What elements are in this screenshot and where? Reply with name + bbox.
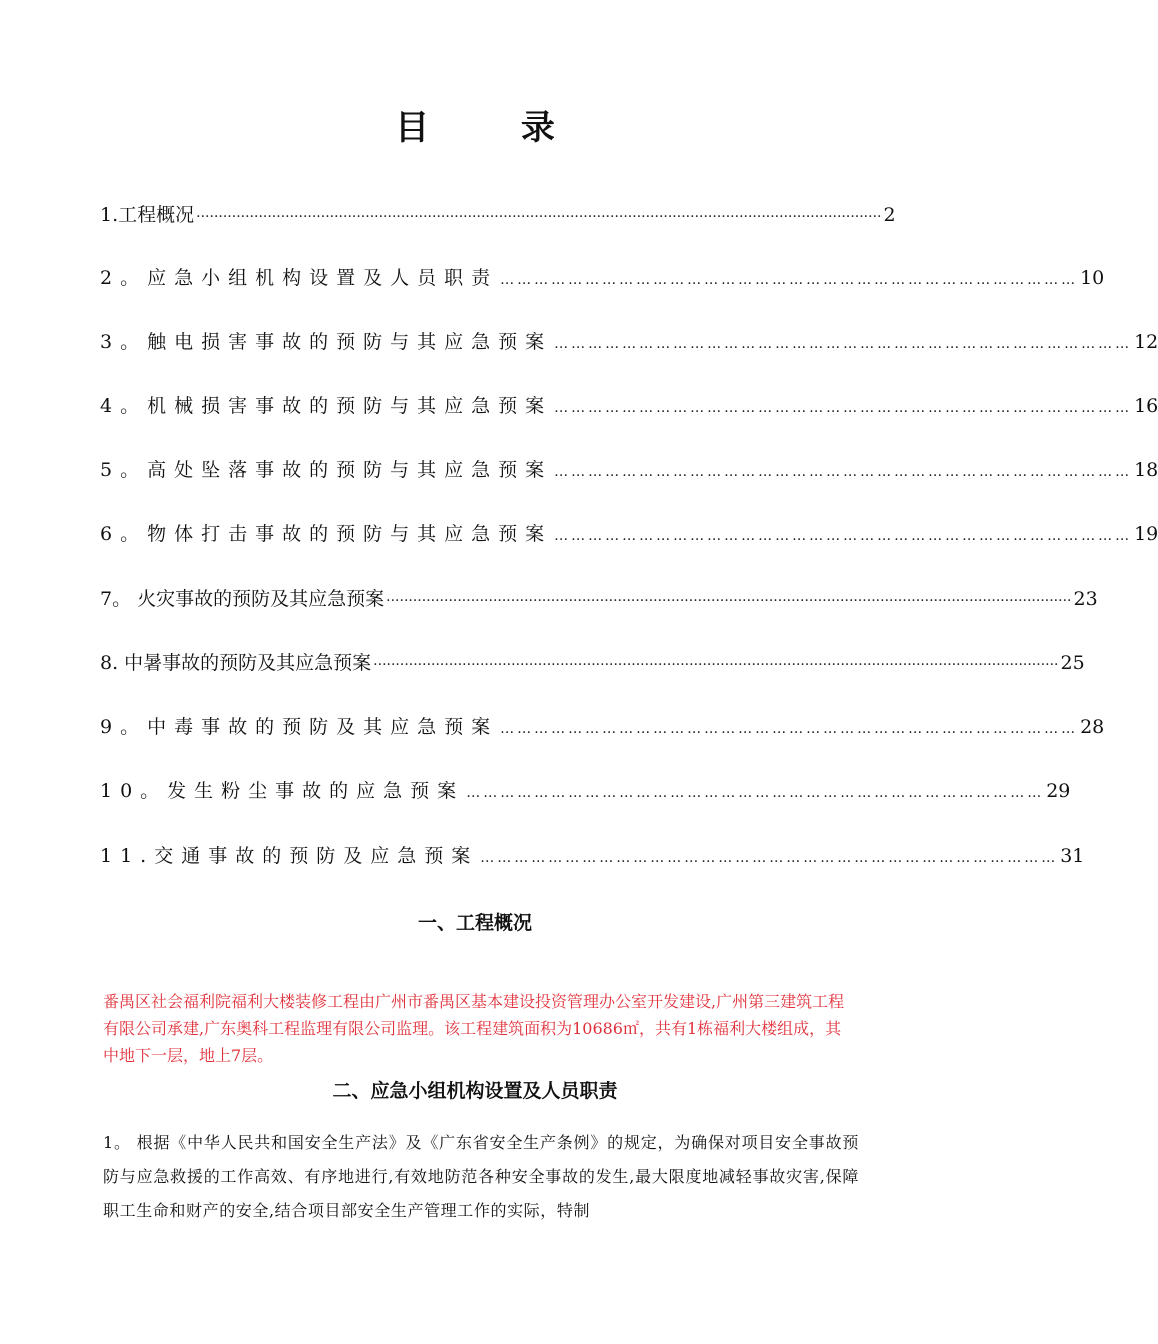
toc-entry-page: 10	[1080, 267, 1105, 289]
section-heading-emergency-team: 二、应急小组机构设置及人员职责	[332, 1080, 618, 1102]
toc-leader-dots: …………………………………………………………………………………………	[480, 850, 1059, 866]
toc-leader-dots: ··························································································································································	[373, 657, 1059, 673]
toc-entry-label: 9。中毒事故的预防及其应急预案	[100, 716, 499, 738]
toc-entry-6[interactable]	[100, 519, 1158, 549]
toc-leader-dots: …………………………………………………………………………………………	[554, 528, 1133, 544]
toc-entry-2[interactable]	[100, 263, 1105, 293]
toc-entry-label: 1.工程概况	[100, 204, 195, 226]
toc-entry-label: 6。物体打击事故的预防与其应急预案	[100, 523, 553, 545]
toc-entry-label: 3。触电损害事故的预防与其应急预案	[100, 331, 553, 353]
toc-entry-9[interactable]	[100, 712, 1105, 742]
toc-entry-label: 8. 中暑事故的预防及其应急预案	[100, 652, 372, 674]
toc-leader-dots: …………………………………………………………………………………………	[554, 336, 1133, 352]
toc-entry-1[interactable]	[100, 200, 896, 230]
toc-leader-dots: ··························································································································································	[196, 209, 882, 225]
toc-entry-page: 31	[1060, 845, 1085, 867]
toc-entry-label: 11.交通事故的预防及应急预案	[100, 845, 479, 867]
toc-leader-dots: …………………………………………………………………………………………	[500, 721, 1079, 737]
toc-leader-dots: …………………………………………………………………………………………	[554, 400, 1133, 416]
toc-leader-dots: ··························································································································································	[386, 593, 1072, 609]
toc-entry-7[interactable]	[100, 584, 1098, 614]
toc-leader-dots: …………………………………………………………………………………………	[466, 785, 1045, 801]
toc-entry-page: 2	[883, 204, 896, 226]
toc-entry-4[interactable]	[100, 391, 1158, 421]
toc-entry-5[interactable]	[100, 455, 1158, 485]
toc-entry-page: 25	[1060, 652, 1085, 674]
toc-title: 目 录	[395, 108, 595, 148]
toc-leader-dots: …………………………………………………………………………………………	[554, 464, 1133, 480]
toc-entry-page: 16	[1134, 395, 1158, 417]
toc-entry-page: 18	[1134, 459, 1158, 481]
toc-entry-page: 19	[1134, 523, 1158, 545]
toc-entry-11[interactable]	[100, 841, 1085, 871]
toc-entry-page: 28	[1080, 716, 1105, 738]
toc-entry-label: 5。高处坠落事故的预防与其应急预案	[100, 459, 553, 481]
project-overview-paragraph: 番禺区社会福利院福利大楼装修工程由广州市番禺区基本建设投资管理办公室开发建设,广州第三建筑工程有限公司承建,广东奥科工程监理有限公司监理。该工程建筑面积为10686㎡，共有1栋福利大楼组成，其中地下一层，地上7层。	[103, 992, 845, 1065]
toc-entry-label: 7。 火灾事故的预防及其应急预案	[100, 588, 385, 610]
emergency-team-paragraph: 1。 根据《中华人民共和国安全生产法》及《广东省安全生产条例》的规定，为确保对项目安全事故预防与应急救援的工作高效、有序地进行,有效地防范各种安全事故的发生,最大限度地减轻事故灾害,保障职工生命和财产的安全,结合项目部安全生产管理工作的实际，特制	[103, 1133, 859, 1220]
toc-entry-label: 10。发生粉尘事故的应急预案	[100, 780, 465, 802]
toc-entry-3[interactable]	[100, 327, 1158, 357]
toc-entry-8[interactable]	[100, 648, 1085, 678]
toc-entry-10[interactable]	[100, 776, 1071, 806]
toc-entry-page: 29	[1046, 780, 1071, 802]
section-heading-overview: 一、工程概况	[417, 912, 532, 934]
toc-entry-label: 2。应急小组机构设置及人员职责	[100, 267, 499, 289]
toc-entry-page: 23	[1073, 588, 1098, 610]
toc-entry-page: 12	[1134, 331, 1158, 353]
toc-entry-label: 4。机械损害事故的预防与其应急预案	[100, 395, 553, 417]
toc-leader-dots: …………………………………………………………………………………………	[500, 272, 1079, 288]
